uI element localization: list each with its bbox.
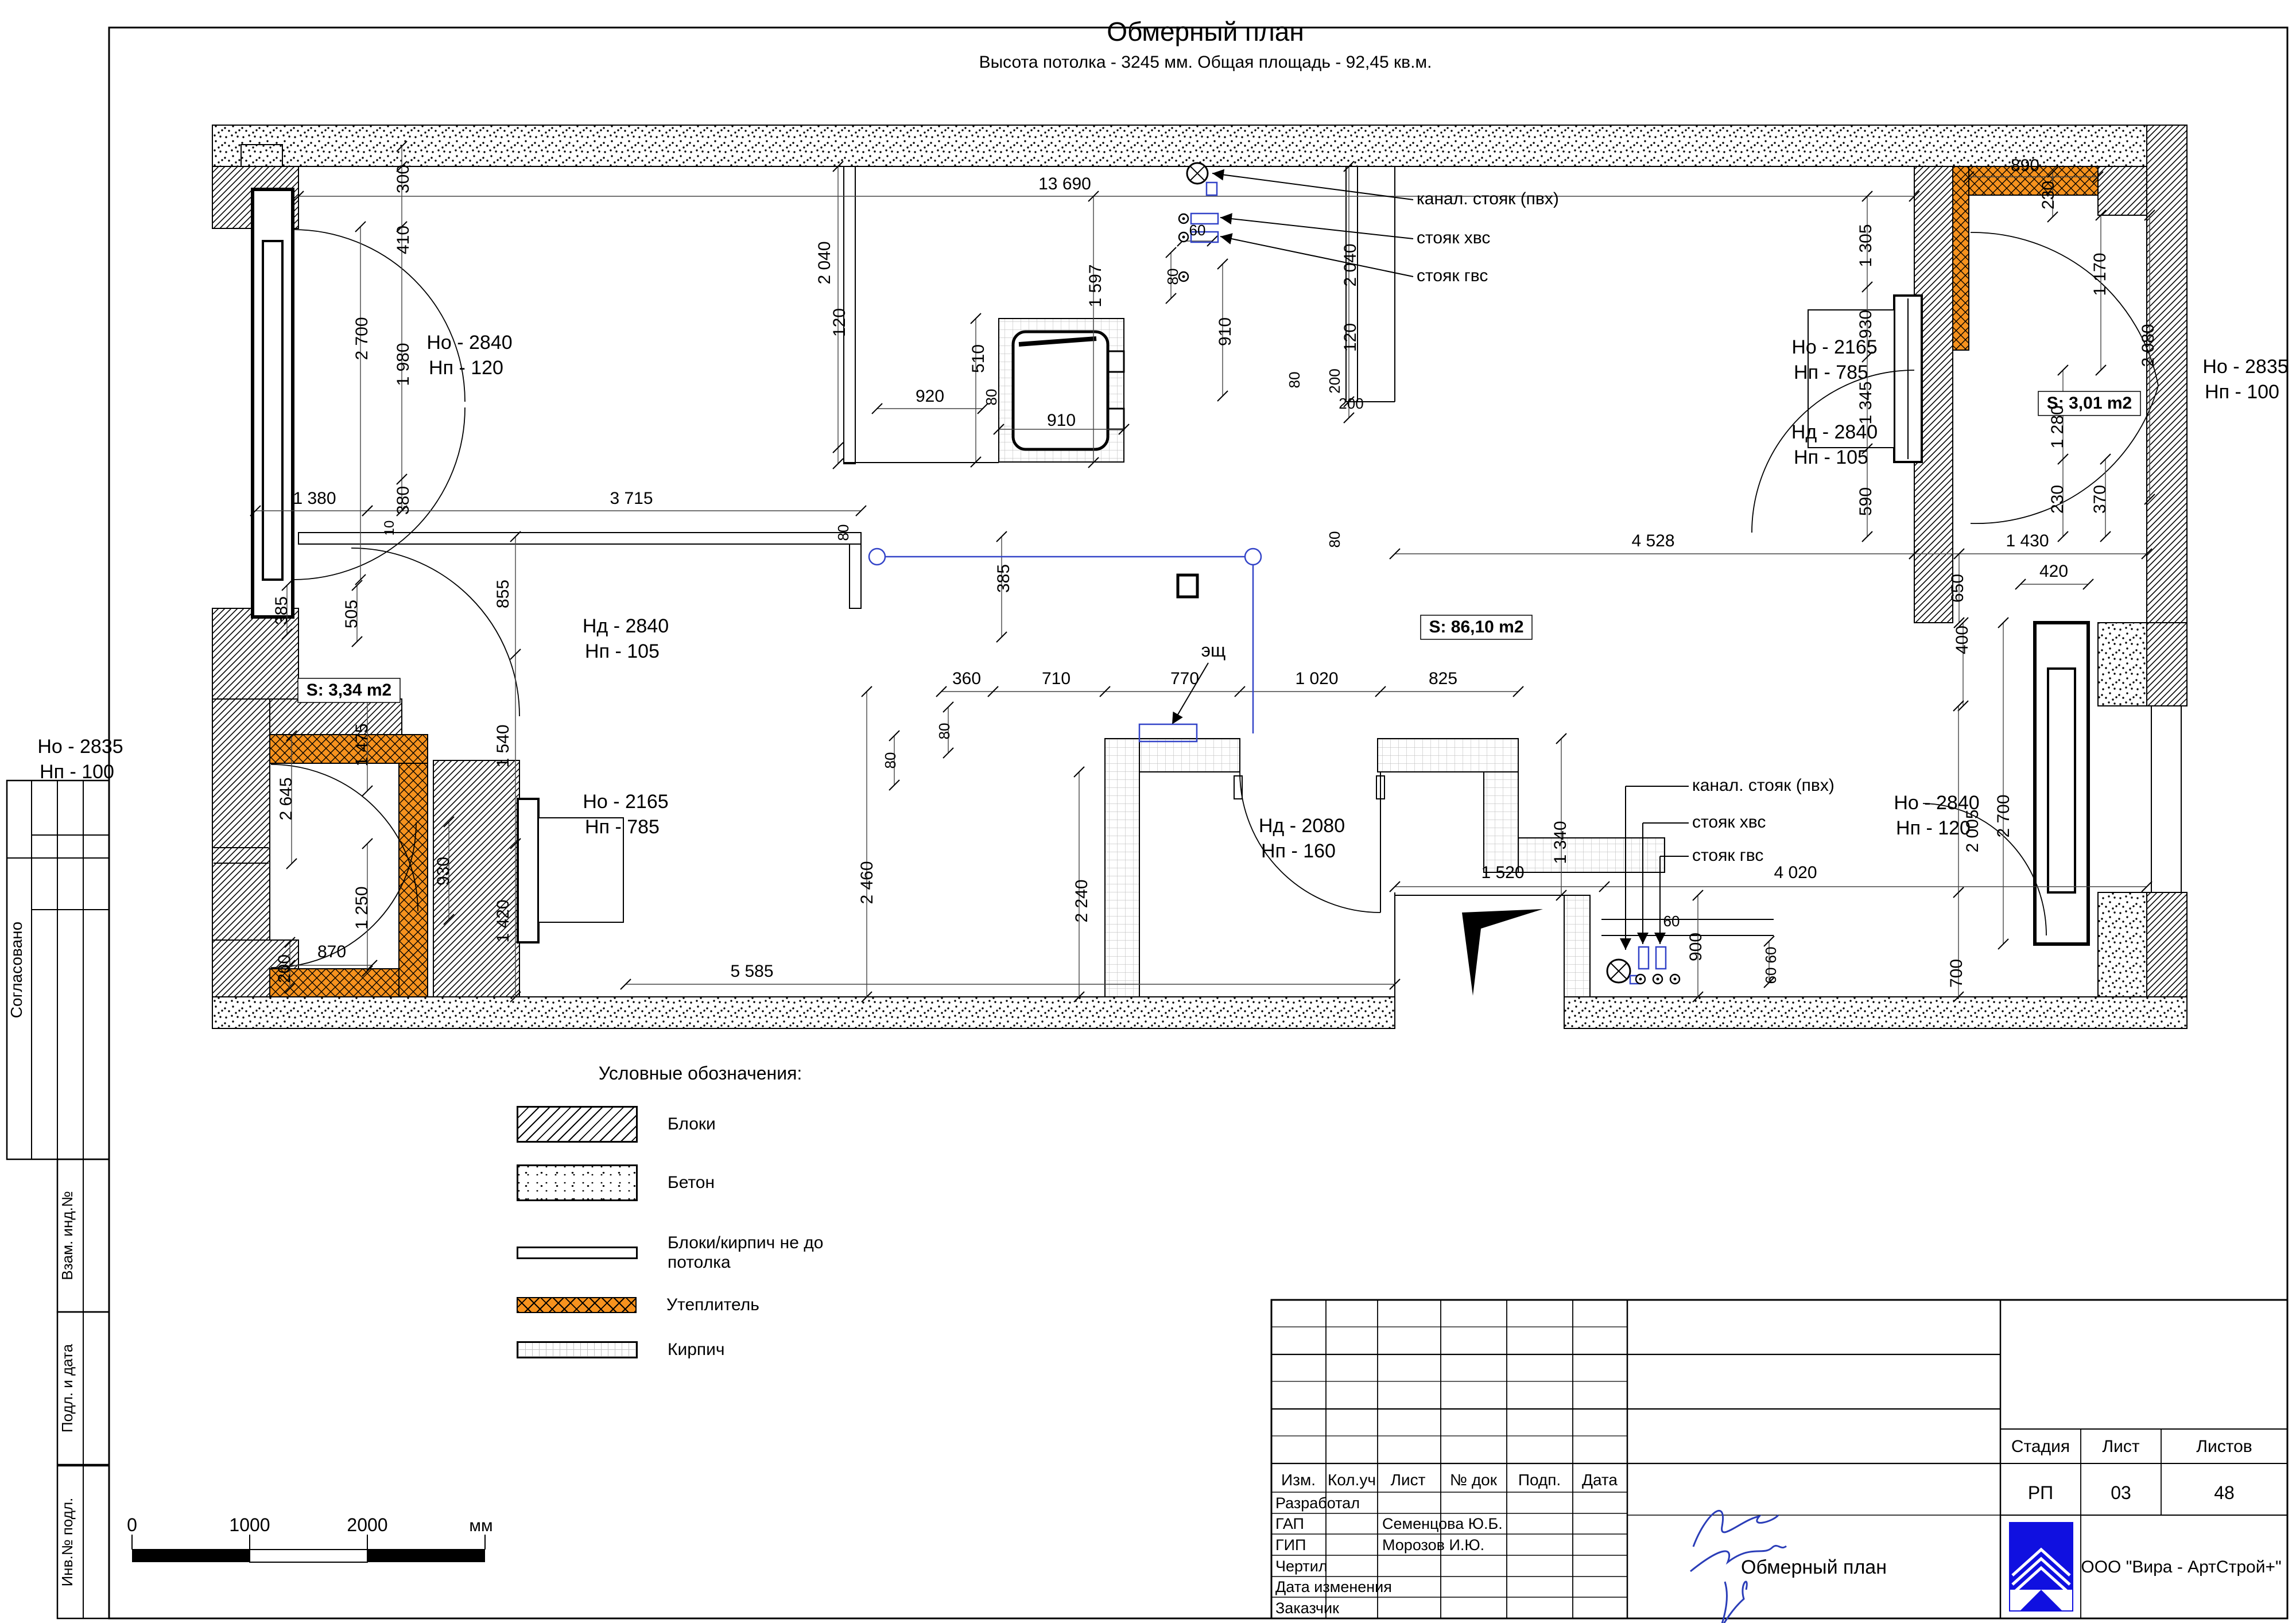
dimension-label: стояк гвс [1417, 266, 1488, 285]
tb-role: Чертил [1275, 1558, 1328, 1575]
dimension-label: 590 [1856, 487, 1875, 517]
tb-header: Дата [1581, 1471, 1618, 1489]
dimension-label: 400 [1953, 625, 1972, 655]
dimension-label: 770 [1170, 669, 1200, 688]
tb-header: Лист [1390, 1471, 1426, 1489]
dimension-label: 930 [1856, 309, 1875, 339]
dimension-label: 2 040 [1341, 243, 1360, 287]
dimension-label: Нп - 160 [1261, 840, 1336, 862]
dimension-label: 2 080 [2139, 324, 2158, 367]
dimension-label: 80 [1326, 531, 1343, 548]
dimension-label: 2 240 [1072, 879, 1091, 923]
company-logo [2009, 1522, 2073, 1612]
dimension-label: Нп - 120 [429, 357, 503, 379]
dimension-label: стояк гвс [1692, 846, 1764, 865]
dimension-label: 370 [2091, 484, 2109, 514]
dimension-label: 1 340 [1551, 821, 1570, 864]
dimension-label: 80 [983, 389, 1000, 406]
wall-w [850, 544, 861, 608]
wall-o [270, 735, 428, 763]
dimension-label: 80 [1164, 268, 1181, 285]
wall-s [1564, 997, 2187, 1028]
dimension-label: Нд - 2080 [1258, 815, 1345, 837]
pipe-dot [1636, 974, 1645, 984]
wall-g [1378, 739, 1518, 772]
dimension-label: Нд - 2840 [1791, 421, 1878, 443]
scalebar-seg [367, 1550, 485, 1562]
wall-o [399, 763, 428, 997]
tb-header: Подп. [1518, 1471, 1561, 1489]
area-label: S: 3,34 m2 [306, 681, 392, 700]
dimension-label: 2 700 [352, 317, 371, 360]
scalebar-seg [250, 1550, 367, 1562]
dimension-label: Нд - 2840 [582, 615, 669, 637]
scalebar-label: 0 [127, 1515, 137, 1535]
dimension-label: 1 540 [494, 724, 513, 768]
dimension-label: 4 528 [1631, 531, 1675, 550]
dimension-label: 3 715 [610, 489, 653, 508]
tb-stage-value: РП [2027, 1482, 2054, 1503]
wall-d [2098, 166, 2147, 215]
tb-stage-value: 48 [2214, 1482, 2235, 1503]
dimension-label: 1 170 [2091, 253, 2109, 296]
tb-header: Кол.уч [1328, 1471, 1376, 1489]
scalebar-label: 1000 [229, 1515, 270, 1535]
dimension-label: 910 [1046, 411, 1076, 430]
dimension-label: 60 [1663, 913, 1680, 930]
pipe-dot [1179, 214, 1188, 223]
dimension-label: 80 [1286, 371, 1303, 389]
legend-label: Утеплитель [666, 1295, 759, 1314]
tb-stage-value: 03 [2111, 1482, 2131, 1503]
legend-title: Условные обозначения: [598, 1063, 802, 1084]
tb-stage-header: Листов [2196, 1437, 2252, 1456]
window-frame [2048, 669, 2075, 892]
tb-header: № док [1450, 1471, 1497, 1489]
leader-arrow [1212, 173, 1413, 200]
annotation-node [869, 549, 885, 565]
dimension-label: 13 690 [1038, 174, 1091, 193]
dimension-label: 1 280 [2048, 405, 2067, 449]
wall-d [270, 699, 402, 735]
tb-role: Дата изменения [1275, 1578, 1392, 1595]
dimension-label: 200 [275, 954, 294, 984]
dimension-label: 1 520 [1481, 863, 1525, 882]
dimension-label: 4 020 [1774, 863, 1817, 882]
solid-wedge [1462, 909, 1543, 996]
dimension-label: 200 [1339, 395, 1364, 412]
dimension-label: 2 700 [1994, 794, 2013, 838]
dimension-label: 120 [1341, 323, 1360, 352]
dimension-label: стояк хвс [1417, 228, 1491, 247]
area-label: S: 86,10 m2 [1429, 618, 1524, 636]
wall-s [2098, 623, 2147, 706]
dimension-label: 1 305 [1856, 224, 1875, 267]
pipe-dot [1653, 974, 1662, 984]
tb-name: Морозов И.Ю. [1382, 1536, 1485, 1554]
dimension-label: 1 420 [494, 899, 513, 943]
dimension-label: Нп - 100 [40, 761, 114, 783]
tb-role: ГИП [1275, 1536, 1306, 1554]
door-swing-arc [1971, 232, 2158, 386]
dimension-label: Нп - 100 [2205, 381, 2279, 403]
leader-arrow [1220, 218, 1413, 239]
dimension-label: 385 [272, 596, 291, 626]
dimension-label: Но - 2165 [583, 791, 669, 813]
dimension-label: 60 [1189, 222, 1206, 239]
tb-role: ГАП [1275, 1515, 1304, 1532]
dimension-label: Но - 2835 [2202, 356, 2289, 378]
dimension-label: 230 [2039, 180, 2058, 210]
dimension-label: 60 [1762, 946, 1779, 964]
dimension-label: Нп - 105 [1794, 446, 1868, 468]
riser-symbol [1607, 960, 1630, 983]
wall-g [1564, 895, 1590, 997]
page-title: Обмерный план [1107, 17, 1304, 46]
dimension-label: 360 [952, 669, 982, 688]
wall-s [212, 997, 1395, 1028]
dimension-label: стояк хвс [1692, 813, 1766, 832]
tb-stage-header: Лист [2102, 1437, 2140, 1456]
pipe-dot [1670, 974, 1680, 984]
scalebar-label: 2000 [347, 1515, 388, 1535]
legend-label: Кирпич [668, 1340, 725, 1359]
dimension-label: 1 597 [1086, 264, 1105, 308]
dimension-label: 420 [2039, 562, 2069, 581]
dimension-label: 60 [1762, 967, 1779, 984]
dimension-label: 230 [2048, 484, 2067, 514]
window-frame [1108, 351, 1124, 372]
tb-stage-header: Стадия [2011, 1437, 2070, 1456]
dimension-label: 80 [835, 524, 852, 541]
wall-o [1953, 166, 1969, 350]
tb-role: Разработал [1275, 1494, 1360, 1512]
dimension-label: канал. стояк (пвх) [1692, 776, 1835, 795]
dimension-label: 890 [2010, 156, 2040, 175]
dimension-label: 200 [1326, 368, 1343, 394]
dimension-label: 300 [394, 164, 413, 194]
panel-symbol [1178, 575, 1197, 597]
dimension-label: 1 430 [2006, 531, 2049, 550]
dimension-label: 710 [1041, 669, 1071, 688]
wall-g [1139, 739, 1240, 772]
dimension-label: 2 460 [858, 861, 876, 904]
scalebar-seg [132, 1550, 250, 1562]
tb-company: ООО "Вира - АртСтрой+" [2081, 1558, 2282, 1577]
dimension-label: 510 [969, 344, 988, 374]
annotation-node [1245, 549, 1261, 565]
dimension-label: Но - 2835 [37, 736, 123, 758]
dimension-label: 2 040 [815, 241, 834, 285]
dimension-label: 380 [394, 486, 413, 515]
wall-d [2147, 892, 2187, 997]
tb-doc-title: Обмерный план [1741, 1556, 1887, 1578]
window-frame [1108, 409, 1124, 429]
dimension-label: 1 250 [352, 886, 371, 930]
dimension-label: Нп - 105 [585, 640, 660, 662]
legend-label: Бетон [668, 1173, 715, 1192]
sidebar-agreed: Согласовано [7, 921, 25, 1019]
pipe-riser [1656, 947, 1666, 969]
sidebar-stamp-label: Инв.№ подл. [59, 1497, 76, 1587]
dimension-label: канал. стояк (пвх) [1417, 189, 1559, 208]
dimension-label: 650 [1948, 573, 1967, 603]
dimension-label: 2 645 [277, 777, 296, 821]
tb-name: Семенцова Ю.Б. [1382, 1515, 1503, 1532]
dimension-label: 120 [830, 308, 849, 337]
window-frame [263, 241, 282, 580]
dimension-label: 10 [382, 520, 397, 536]
pipe-dot [1179, 232, 1188, 242]
tb-role: Заказчик [1275, 1599, 1339, 1617]
legend-label: Блоки [668, 1115, 716, 1133]
scalebar-unit: мм [469, 1516, 493, 1535]
page-subtitle: Высота потолка - 3245 мм. Общая площадь - 92,45 кв.м. [979, 53, 1432, 72]
dimension-label: Но - 2840 [1894, 792, 1980, 814]
dimension-label: 5 585 [730, 962, 774, 981]
dimension-label: 1 475 [352, 723, 371, 767]
dimension-label: 920 [915, 387, 945, 406]
legend-label: Блоки/кирпич не до потолка [668, 1233, 824, 1272]
wall-d [2147, 125, 2187, 623]
dimension-label: Нп - 785 [585, 816, 660, 838]
area-label: S: 3,01 m2 [2046, 394, 2132, 413]
dimension-label: Нп - 120 [1896, 817, 1971, 839]
dimension-label: 825 [1428, 669, 1458, 688]
dimension-label: 1 345 [1856, 381, 1875, 425]
wall-s [212, 125, 2147, 166]
wall-g [1105, 739, 1139, 997]
sidebar-stamp-label: Подл. и дата [59, 1344, 76, 1433]
dimension-label: 900 [1686, 932, 1705, 962]
dimension-label: 1 380 [293, 489, 336, 508]
dimension-label: 1 980 [394, 343, 413, 386]
wall-g [1484, 772, 1518, 872]
dimension-label: 410 [394, 225, 413, 255]
dimension-label: 910 [1216, 317, 1235, 347]
dimension-label: 80 [936, 723, 953, 740]
dimension-label: 855 [494, 579, 513, 609]
dimension-label: 700 [1947, 958, 1966, 988]
dimension-label: 385 [994, 564, 1013, 593]
leader-arrow [1220, 236, 1413, 277]
riser-symbol [1187, 163, 1208, 184]
dimension-label: 2 005 [1963, 809, 1982, 853]
dimension-label: 505 [342, 599, 361, 629]
wall-s [2098, 892, 2147, 997]
sidebar-stamp-label: Взам. инд.№ [59, 1191, 76, 1280]
dimension-label: эщ [1201, 640, 1226, 661]
pipe-riser [1207, 183, 1217, 195]
dimension-label: 1 020 [1295, 669, 1339, 688]
wall-d [2147, 623, 2187, 706]
dimension-label: 870 [317, 942, 347, 961]
dimension-label: 80 [882, 752, 899, 769]
dimension-label: Но - 2840 [426, 332, 513, 354]
dimension-label: Нп - 785 [1794, 362, 1868, 383]
wall-d [212, 699, 270, 940]
pipe-riser [1639, 947, 1649, 969]
dimension-label: 930 [434, 856, 453, 886]
window-frame [518, 799, 538, 942]
dimension-label: Но - 2165 [1791, 336, 1878, 358]
tb-header: Изм. [1281, 1471, 1316, 1489]
